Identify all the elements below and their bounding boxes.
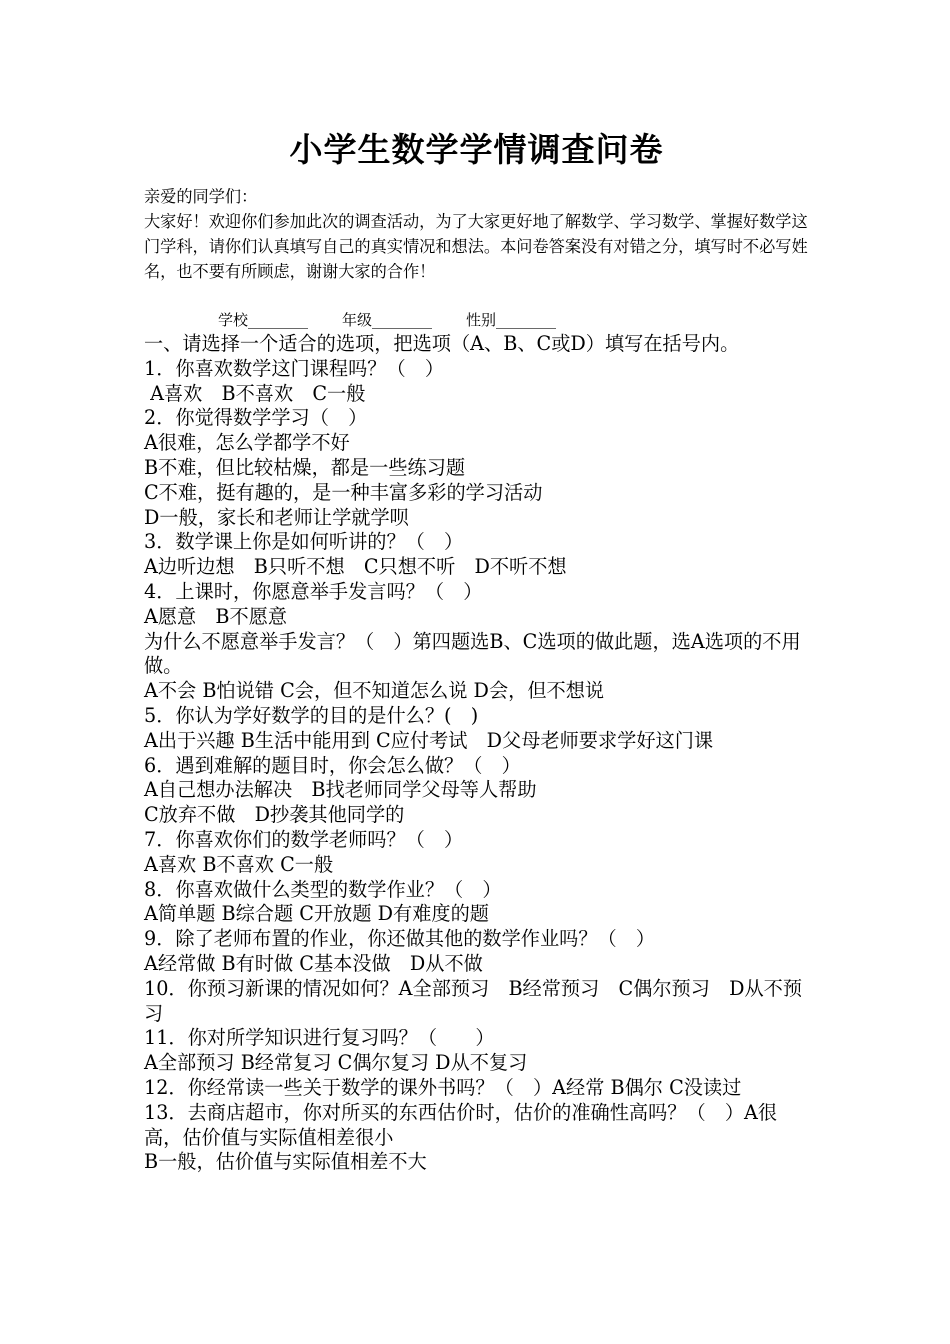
grade-field: 年级________ <box>342 311 433 329</box>
intro-section <box>144 184 809 284</box>
greeting: 亲爱的同学们： <box>144 187 258 206</box>
question-11: 11．你对所学知识进行复习吗？（ ） <box>144 1026 495 1050</box>
question-6-options-ab: A自己想办法解决 B找老师同学父母等人帮助 <box>144 778 537 802</box>
page-title: 小学生数学学情调查问卷 <box>289 130 664 169</box>
question-8: 8．你喜欢做什么类型的数学作业？（ ） <box>144 877 502 901</box>
question-2-option-d: D一般，家长和老师让学就学呗 <box>144 505 409 529</box>
question-4-followup-options: A不会 B怕说错 C会，但不知道怎么说 D会，但不想说 <box>144 679 605 703</box>
question-3: 3．数学课上你是如何听讲的？（ ） <box>144 530 464 554</box>
question-10: 10．你预习新课的情况如何？A全部预习 B经常预习 C偶尔预习 D从不预习 <box>144 976 803 1025</box>
info-fields <box>218 308 809 332</box>
question-4: 4．上课时，你愿意举手发言吗？（ ） <box>144 579 483 603</box>
question-12: 12．你经常读一些关于数学的课外书吗？（ ）A经常 B偶尔 C没读过 <box>144 1075 742 1099</box>
question-5-options: A出于兴趣 B生活中能用到 C应付考试 D父母老师要求学好这门课 <box>144 728 714 752</box>
intro-paragraph: 大家好！欢迎你们参加此次的调查活动，为了大家更好地了解数学、学习数学、掌握好数学这门学科，请你们认真填写自己的真实情况和想法。本问卷答案没有对错之分，填写时不必写姓名，也不要有所顾虑，谢谢大家的合作！ <box>144 212 808 281</box>
question-2-option-a: A很难，怎么学都学不好 <box>144 431 350 455</box>
question-9: 9．除了老师布置的作业，你还做其他的数学作业吗？（ ） <box>144 927 656 951</box>
document-page <box>144 126 809 1175</box>
question-1-options: A喜欢 B不喜欢 C一般 <box>144 381 366 405</box>
question-13: 13．去商店超市，你对所买的东西估价时，估价的准确性高吗？（ ）A很高，估价值与实际值相差很小 <box>144 1100 778 1149</box>
question-9-options: A经常做 B有时做 C基本没做 D从不做 <box>144 951 483 975</box>
question-6: 6．遇到难解的题目时，你会怎么做？（ ） <box>144 753 521 777</box>
question-11-options: A全部预习 B经常复习 C偶尔复习 D从不复习 <box>144 1051 528 1075</box>
question-1: 1．你喜欢数学这门课程吗？（ ） <box>144 356 445 380</box>
question-13-option-b: B一般，估价值与实际值相差不大 <box>144 1150 427 1174</box>
question-5: 5．你认为学好数学的目的是什么？( ) <box>144 703 479 727</box>
question-2-option-b: B不难，但比较枯燥，都是一些练习题 <box>144 455 466 479</box>
question-4-options: A愿意 B不愿意 <box>144 604 288 628</box>
question-7: 7．你喜欢你们的数学老师吗？（ ） <box>144 827 464 851</box>
question-6-options-cd: C放弃不做 D抄袭其他同学的 <box>144 803 405 827</box>
question-2: 2．你觉得数学学习（ ） <box>144 406 368 430</box>
question-7-options: A喜欢 B不喜欢 C一般 <box>144 852 334 876</box>
question-8-options: A简单题 B综合题 C开放题 D有难度的题 <box>144 902 489 926</box>
school-field: 学校________ <box>218 311 309 329</box>
question-2-option-c: C不难，挺有趣的，是一种丰富多彩的学习活动 <box>144 480 543 504</box>
question-4-followup: 为什么不愿意举手发言？（ ）第四题选B、C选项的做此题，选A选项的不用做。 <box>144 629 801 678</box>
questionnaire-body <box>144 332 809 1175</box>
section-instruction: 一、请选择一个适合的选项，把选项（A、B、C或D）填写在括号内。 <box>144 332 740 355</box>
gender-field: 性别________ <box>466 311 557 329</box>
question-3-options: A边听边想 B只听不想 C只想不听 D不听不想 <box>144 555 567 579</box>
